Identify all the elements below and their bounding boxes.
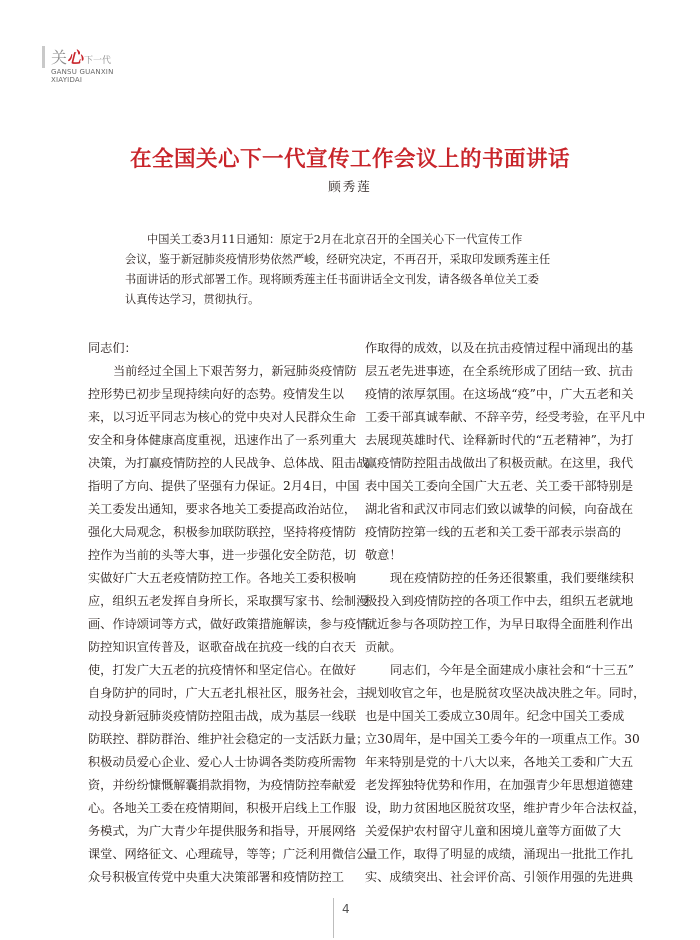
notice-line: 书面讲话的形式部署工作。现将顾秀莲主任书面讲话全文刊发，请各级各单位关工委 — [125, 273, 539, 286]
body-line: 画、作诗颂词等方式，做好政策措施解读，参与疫情 — [88, 617, 369, 631]
body-line: 实、成绩突出、社会评价高、引领作用强的先进典 — [365, 870, 634, 884]
body-line: 就近参与各项防控工作，为早日取得全面胜利作出 — [365, 617, 634, 631]
body-line: 立30周年，是中国关工委今年的一项重点工作。30 — [365, 732, 640, 746]
body-line: 关爱保护农村留守儿童和困境儿童等方面做了大 — [365, 824, 621, 838]
logo-text-main: 关 — [51, 48, 68, 67]
body-line: 同志们，今年是全面建成小康社会和“十三五” — [390, 663, 635, 677]
body-line: 课堂、网络征文、心理疏导，等等；广泛利用微信公 — [88, 847, 369, 861]
logo-subtitle — [51, 68, 114, 84]
body-line: 湖北省和武汉市同志们致以诚挚的问候，向奋战在 — [365, 502, 634, 516]
body-column-right — [365, 337, 646, 889]
logo-text-accent: 心 — [67, 48, 84, 67]
body-column-left — [88, 337, 369, 889]
body-line: 设，助力贫困地区脱贫攻坚，维护青少年合法权益， — [365, 801, 646, 815]
body-line: 心。各地关工委在疫情期间，积极开启线上工作服 — [88, 801, 357, 815]
body-line: 作取得的成效，以及在抗击疫情过程中涌现出的基 — [365, 341, 634, 355]
body-line: 自身防护的同时，广大五老扎根社区，服务社会，主 — [88, 686, 369, 700]
body-line: 年来特别是党的十八大以来，各地关工委和广大五 — [365, 755, 634, 769]
logo-bar — [42, 46, 45, 68]
body-line: 众号积极宣传党中央重大决策部署和疫情防控工 — [88, 870, 344, 884]
body-line: 同志们： — [88, 341, 137, 355]
body-line: 防控知识宣传普及，讴歌奋战在抗疫一线的白衣天 — [88, 640, 357, 654]
body-line: 疫情防控第一线的五老和关工委干部表示崇高的 — [365, 525, 621, 539]
body-line: 工委干部真诚奉献、不辞辛劳，经受考验，在平凡中 — [365, 410, 646, 424]
body-line: 决策，为打赢疫情防控的人民战争、总体战、阻击战 — [88, 456, 369, 470]
notice-line: 认真传达学习，贯彻执行。 — [125, 293, 260, 306]
body-line: 积极动员爱心企业、爱心人士协调各类防疫所需物 — [88, 755, 357, 769]
body-line: 赢疫情防控阻击战做出了积极贡献。在这里，我代 — [365, 456, 634, 470]
body-line: 去展现英雄时代、诠释新时代的“五老精神”，为打 — [365, 433, 634, 447]
body-line: 层五老先进事迹，在全系统形成了团结一致、抗击 — [365, 364, 634, 378]
body-line: 表中国关工委向全国广大五老、关工委干部特别是 — [365, 479, 634, 493]
logo-subtitle-line2: XIAYIDAI — [51, 76, 83, 84]
body-line: 贡献。 — [365, 640, 402, 654]
body-line: 关工委发出通知，要求各地关工委提高政治站位， — [88, 502, 357, 516]
body-line: 也是中国关工委成立30周年。纪念中国关工委成 — [365, 709, 625, 723]
body-line: 老发挥独特优势和作用，在加强青少年思想道德建 — [365, 778, 634, 792]
body-line: 控作为当前的头等大事，进一步强化安全防范，切 — [88, 548, 357, 562]
body-line: 务模式，为广大青少年提供服务和指导，开展网络 — [88, 824, 357, 838]
body-line: 敬意！ — [365, 548, 402, 562]
body-line: 使，打发广大五老的抗疫情怀和坚定信心。在做好 — [88, 663, 357, 677]
body-line: 实做好广大五老疫情防控工作。各地关工委积极响 — [88, 571, 357, 585]
body-line: 安全和身体健康高度重视，迅速作出了一系列重大 — [88, 433, 357, 447]
body-line: 规划收官之年，也是脱贫攻坚决战决胜之年。同时， — [365, 686, 646, 700]
logo-subtitle-line1: GANSU GUANXIN — [51, 68, 114, 76]
magazine-logo — [42, 46, 172, 86]
body-line: 指明了方向、提供了坚强有力保证。2月4日，中国 — [88, 479, 360, 493]
footer-divider — [333, 898, 334, 938]
body-line: 应，组织五老发挥自身所长，采取撰写家书、绘制漫 — [88, 594, 369, 608]
body-line: 现在疫情防控的任务还很繁重，我们要继续积 — [390, 571, 634, 585]
editor-notice — [125, 230, 585, 310]
body-line: 来，以习近平同志为核心的党中央对人民群众生命 — [88, 410, 357, 424]
body-line: 当前经过全国上下艰苦努力，新冠肺炎疫情防 — [113, 364, 357, 378]
body-line: 强化大局观念，积极参加联防联控，坚持将疫情防 — [88, 525, 357, 539]
body-line: 防联控、群防群治、维护社会稳定的一支活跃力量； — [88, 732, 369, 746]
page-number: 4 — [342, 902, 350, 916]
notice-line: 中国关工委3月11日通知：原定于2月在北京召开的全国关心下一代宣传工作 — [147, 233, 523, 246]
body-line: 动投身新冠肺炎疫情防控阻击战，成为基层一线联 — [88, 709, 357, 723]
logo-text-small: 下一代 — [84, 56, 112, 66]
body-line: 疫情的浓厚氛围。在这场战“疫”中，广大五老和关 — [365, 387, 634, 401]
body-line: 资，并纷纷慷慨解囊捐款捐物，为疫情防控奉献爱 — [88, 778, 357, 792]
article-title: 在全国关心下一代宣传工作会议上的书面讲话 — [129, 147, 570, 172]
body-line: 控形势已初步呈现持续向好的态势。疫情发生以 — [88, 387, 344, 401]
article-author: 顾秀莲 — [328, 179, 372, 194]
notice-line: 会议，鉴于新冠肺炎疫情形势依然严峻，经研究决定，不再召开，采取印发顾秀莲主任 — [125, 253, 551, 266]
body-line: 量工作，取得了明显的成绩，涌现出一批批工作扎 — [365, 847, 634, 861]
body-line: 极投入到疫情防控的各项工作中去，组织五老就地 — [365, 594, 634, 608]
